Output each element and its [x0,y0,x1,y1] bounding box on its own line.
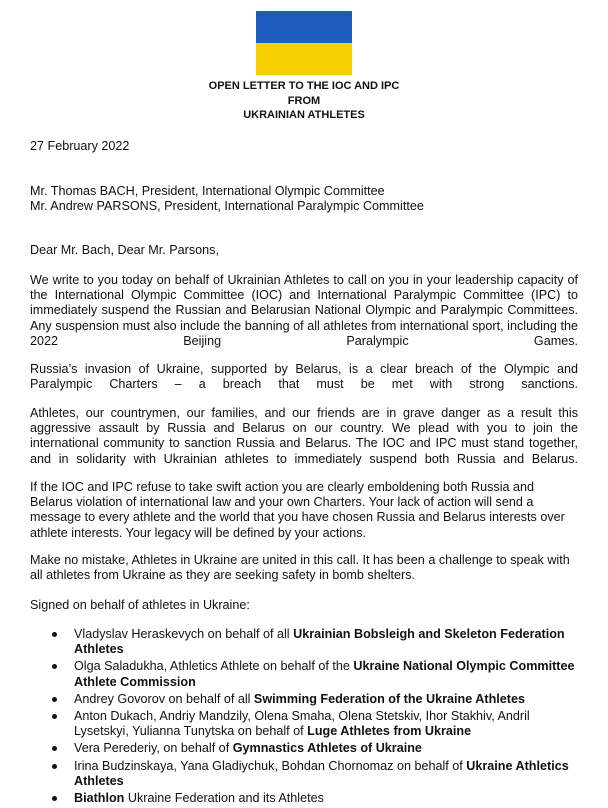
paragraph-united: Make no mistake, Athletes in Ukraine are united in this call. It has been a challenge to speak with all athletes from Ukraine as they are seeking safety in bomb shelters. [30,553,570,583]
paragraph-signed-intro: Signed on behalf of athletes in Ukraine: [30,598,250,612]
recipient-parsons: Mr. Andrew PARSONS, President, International Paralympic Committee [30,199,424,214]
bullet-icon [52,746,57,751]
signatory-organization: Ukraine Athletics Athletes [74,758,569,788]
signatory-organization: Luge Athletes from Ukraine [307,724,472,739]
bullet-icon [52,664,57,669]
signatory-organization: Swimming Federation of the Ukraine Athletes [253,691,525,706]
paragraph-invasion-breach: Russia’s invasion of Ukraine, supported by Belarus, is a clear breach of the Olympic and Paralympic Charters – a breach that must be met with strong sanctions. [30,362,578,392]
letter-date: 27 February 2022 [30,139,130,153]
paragraph-suspension-call: We write to you today on behalf of Ukrainian Athletes to call on you in your leadership capacity of the International Olympic Committee (IOC) and International Paralympic Committee (IPC) to immediately suspend the Russian and Belarusian National Olympic and Paralympic Committees. Any suspension must also include the banning of all athletes from international sport, including the 2022 Beijing Paralympic Games. [30,273,578,348]
recipients [30,184,578,214]
heading-line-2: FROM [287,94,321,107]
letter-heading [0,79,608,123]
list-item [30,741,578,756]
list-item [30,759,578,789]
signatory-text: Irina Budzinskaya, Yana Gladiychuk, Bohdan Chornomaz on behalf of [74,758,467,773]
bullet-icon [52,714,57,719]
signatory-text: Ukraine Federation and its Athletes [124,791,324,806]
paragraph-refuse-action: If the IOC and IPC refuse to take swift action you are clearly emboldening both Russia and Belarus violation of international law and your own Charters. Your lack of action will send a message to every athlete and the world that you have chosen Russia and Belarus interests over athlete interests. Your legacy will be defined by your actions. [30,480,565,540]
signatory-organization: Biathlon [74,791,125,806]
list-item [30,791,578,806]
heading-line-1: OPEN LETTER TO THE IOC AND IPC [208,80,400,92]
paragraph-grave-danger: Athletes, our countrymen, our families, and our friends are in grave danger as a result this aggressive assault by Russia and Belarus on our country. We plead with you to join the international community to sanction Russia and Belarus. The IOC and IPC must stand together, and in solidarity with Ukrainian athletes to immediately suspend both Russia and Belarus. [30,406,578,466]
bullet-icon [52,632,57,637]
bullet-icon [52,796,57,801]
list-item [30,692,578,707]
signatory-text: Anton Dukach, Andriy Mandzily, Olena Smaha, Olena Stetskiv, Ihor Stakhiv, Andril Lysetskyi, Yulianna Tunytska on behalf of [74,709,530,739]
list-item [30,627,578,657]
signatory-organization: Ukrainian Bobsleigh and Skeleton Federation Athletes [74,627,565,657]
flag-blue-stripe [256,11,352,43]
bullet-icon [52,697,57,702]
list-item [30,659,578,689]
ukraine-flag [256,11,352,75]
signatory-text: Andrey Govorov on behalf of all [74,691,254,706]
signatory-organization: Ukraine National Olympic Committee Athlete Commission [74,659,575,689]
signatory-text: Olga Saladukha, Athletics Athlete on behalf of the [74,659,354,674]
flag-yellow-stripe [256,43,352,75]
heading-line-3: UKRAINIAN ATHLETES [243,109,365,121]
greeting: Dear Mr. Bach, Dear Mr. Parsons, [30,243,219,257]
signatory-organization: Gymnastics Athletes of Ukraine [232,741,422,756]
recipient-bach: Mr. Thomas BACH, President, International Olympic Committee [30,184,385,198]
signatories-list [30,627,578,808]
signatory-text: Vladyslav Heraskevych on behalf of all [74,627,294,641]
signatory-text: Vera Perederiy, on behalf of [74,741,233,756]
list-item [30,709,578,739]
bullet-icon [52,764,57,769]
